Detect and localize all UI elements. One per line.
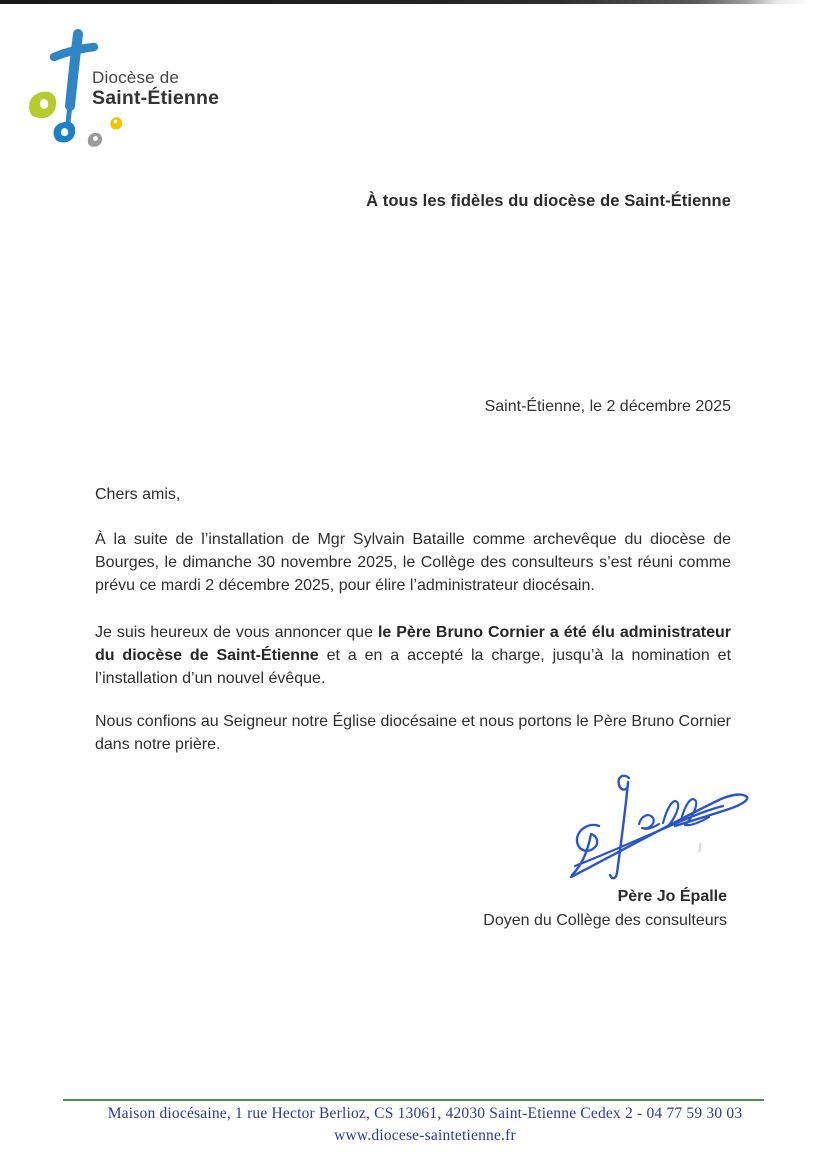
cross-vertical-stroke [70, 34, 78, 106]
signer-role: Doyen du Collège des consulteurs [483, 912, 727, 929]
footer-website: www.diocese-saintetienne.fr [334, 1127, 516, 1144]
paragraph-3: Nous confions au Seigneur notre Église diocésaine et nous portons le Père Bruno Cornier dans notre prière. [95, 713, 731, 754]
signer-name: Père Jo Épalle [617, 888, 727, 905]
paragraph-2-lead: Je suis heureux de vous annoncer que [95, 624, 378, 641]
scan-artifact-top [0, 0, 827, 4]
logo-org-line2: Saint-Étienne [92, 87, 220, 109]
paragraph-1: À la suite de l’installation de Mgr Sylvain Bataille comme archevêque du diocèse de Bourges, le dimanche 30 novembre 2025, le Collège des consulteurs s’est réuni comme prévu ce mardi 2 décembre 2025, pour élire l’administrateur diocésain. [95, 531, 731, 595]
logo-org-line1: Diocèse de [92, 68, 180, 87]
footer-rule [63, 1099, 764, 1101]
salutation: Chers amis, [95, 486, 181, 503]
cross-vertical-tip [68, 106, 70, 123]
pebble-gray-hole [93, 136, 98, 141]
recipient-line: À tous les fidèles du diocèse de Saint-Étienne [366, 192, 731, 210]
paragraph-2-announcement: le Père Bruno Cornier a été élu administrateur du diocèse de Saint-Étienne [95, 624, 732, 665]
dateline: Saint-Étienne, le 2 décembre 2025 [484, 398, 731, 415]
pebble-yellow-icon [110, 117, 122, 129]
paragraph-2-rest: et a en a accepté la charge, jusqu’à la nomination et l’installation d’un nouvel évêque. [95, 647, 732, 688]
pebble-yellow-hole [114, 120, 118, 124]
paragraph-2 [95, 621, 731, 691]
diocese-logo [26, 28, 266, 168]
footer-address: Maison diocésaine, 1 rue Hector Berlioz, CS 13061, 42030 Saint-Etienne Cedex 2 - 04 77 59 30 03 [107, 1105, 743, 1122]
handwritten-signature [563, 768, 755, 883]
